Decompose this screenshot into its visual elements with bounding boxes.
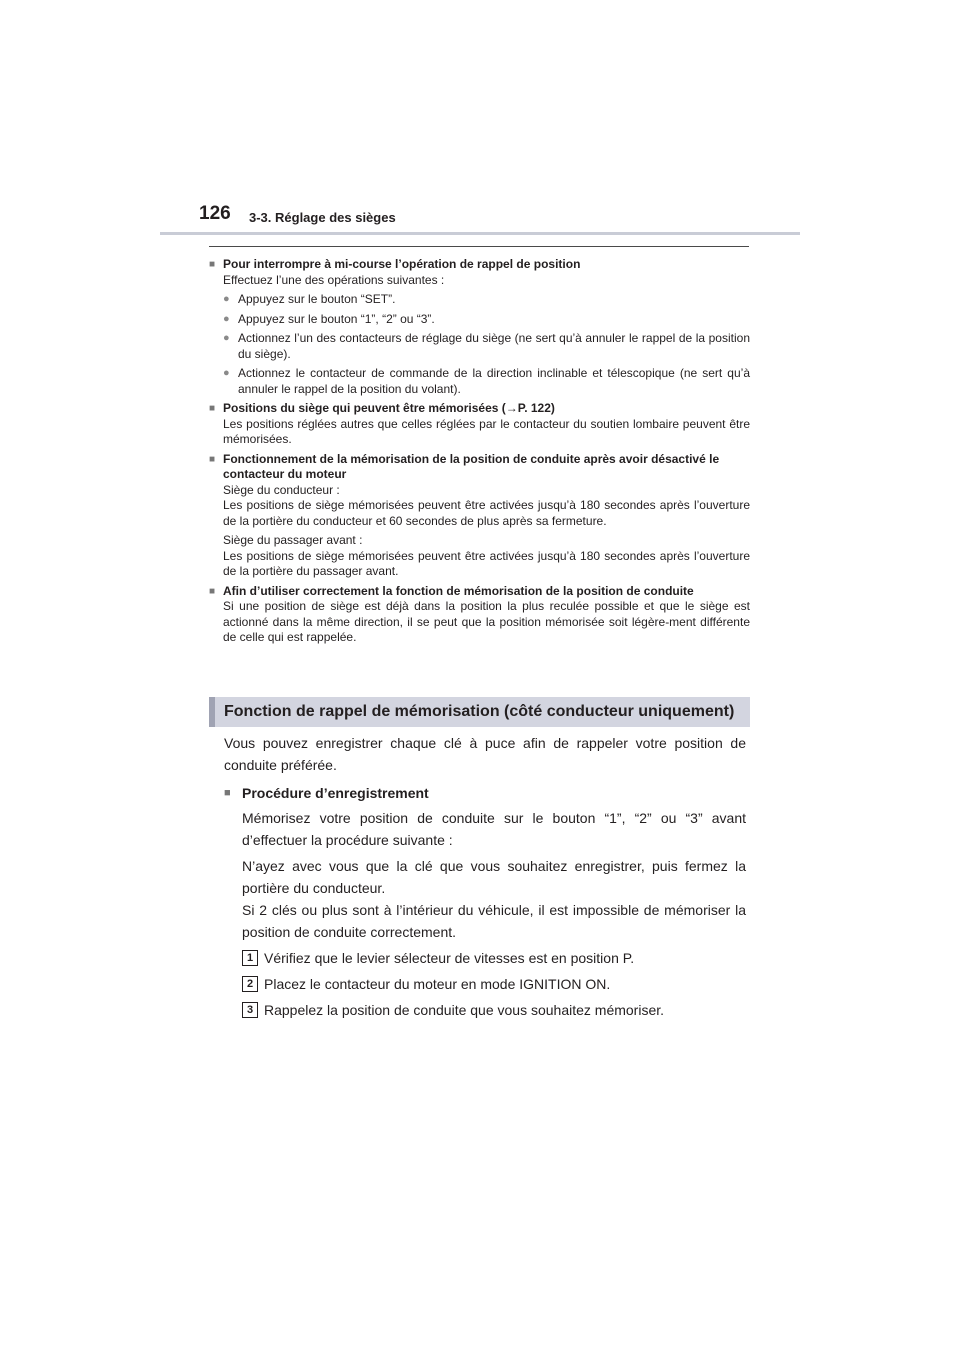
note-memorizable-positions bbox=[209, 401, 750, 448]
note-title[interactable]: Positions du siège qui peuvent être mémorisées (→P. 122) bbox=[223, 401, 555, 415]
list-item: ● Appuyez sur le bouton “1”, “2” ou “3”. bbox=[223, 311, 435, 326]
driver-seat-label: Siège du conducteur : bbox=[223, 482, 340, 497]
note-after-engine-off bbox=[209, 452, 750, 580]
note-text: Si une position de siège est déjà dans la position la plus reculée possible et que le siège est actionné dans la même direction, il se peut que la position mémorisée soit légère-ment différente de celle qui est rappelée. bbox=[223, 599, 750, 644]
step-2: 2 Placez le contacteur du moteur en mode IGNITION ON. bbox=[242, 973, 746, 995]
note-interrupt bbox=[209, 257, 750, 397]
content-rule bbox=[209, 246, 749, 247]
passenger-seat-text: Les positions de siège mémorisées peuvent être activées jusqu’à 180 secondes après l’ouverture de la portière du passager avant. bbox=[223, 548, 750, 578]
note-title: Fonctionnement de la mémorisation de la position de conduite après avoir désactivé le contacteur du moteur bbox=[223, 451, 720, 481]
step-number-icon: 2 bbox=[242, 976, 258, 992]
driver-seat-text: Les positions de siège mémorisées peuvent être activées jusqu’à 180 secondes après l’ouverture de la portière du conducteur et 60 secondes de plus après sa fermeture. bbox=[223, 498, 750, 528]
list-item: ● Actionnez l’un des contacteurs de réglage du siège (ne sert qu’à annuler le rappel de la position du siège). bbox=[223, 331, 750, 361]
note-intro: Effectuez l’une des opérations suivantes : bbox=[223, 272, 445, 287]
square-marker-icon: ■ bbox=[209, 259, 216, 270]
page-number: 126 bbox=[199, 203, 231, 224]
note-title: Pour interrompre à mi-course l’opération de rappel de position bbox=[223, 257, 581, 271]
header-rule bbox=[160, 232, 800, 235]
list-item: ● Appuyez sur le bouton “SET”. bbox=[223, 292, 396, 306]
subheading: ■ Procédure d’enregistrement bbox=[224, 782, 746, 804]
step-number-icon: 3 bbox=[242, 1002, 258, 1018]
note-correct-usage bbox=[209, 584, 750, 646]
main-content bbox=[224, 732, 746, 1025]
step-3: 3 Rappelez la position de conduite que vous souhaitez mémoriser. bbox=[242, 999, 746, 1021]
note-text: Les positions réglées autres que celles réglées par le contacteur du soutien lombaire peuvent être mémorisées. bbox=[223, 416, 750, 446]
bullet-icon: ● bbox=[223, 367, 230, 379]
bullet-icon: ● bbox=[223, 293, 230, 305]
bullet-icon: ● bbox=[223, 312, 230, 325]
note-title: Afin d’utiliser correctement la fonction de mémorisation de la position de conduite bbox=[223, 583, 694, 598]
square-marker-icon: ■ bbox=[224, 787, 231, 799]
procedure-warning: Si 2 clés ou plus sont à l’intérieur du véhicule, il est impossible de mémoriser la position de conduite correctement. bbox=[242, 902, 746, 940]
step-number-icon: 1 bbox=[242, 950, 258, 966]
procedure-text: N’ayez avec vous que la clé que vous souhaitez enregistrer, puis fermez la portière du conducteur. bbox=[242, 858, 746, 896]
square-marker-icon: ■ bbox=[209, 403, 216, 414]
square-marker-icon: ■ bbox=[209, 585, 216, 597]
section-title: 3-3. Réglage des sièges bbox=[249, 210, 396, 225]
section-heading-bar: Fonction de rappel de mémorisation (côté conducteur uniquement) bbox=[209, 697, 750, 727]
square-marker-icon: ■ bbox=[209, 453, 216, 465]
passenger-seat-label: Siège du passager avant : bbox=[223, 533, 363, 547]
intro-text: Vous pouvez enregistrer chaque clé à puce afin de rappeler votre position de conduite préférée. bbox=[224, 735, 746, 773]
bullet-icon: ● bbox=[223, 332, 230, 344]
notes bbox=[209, 257, 750, 650]
list-item: ● Actionnez le contacteur de commande de la direction inclinable et télescopique (ne sert qu’à annuler le rappel de la position du volant). bbox=[223, 366, 750, 396]
procedure-text: Mémorisez votre position de conduite sur le bouton “1”, “2” ou “3” avant d’effectuer la procédure suivante : bbox=[242, 810, 746, 848]
step-1: 1 Vérifiez que le levier sélecteur de vitesses est en position P. bbox=[242, 947, 746, 969]
